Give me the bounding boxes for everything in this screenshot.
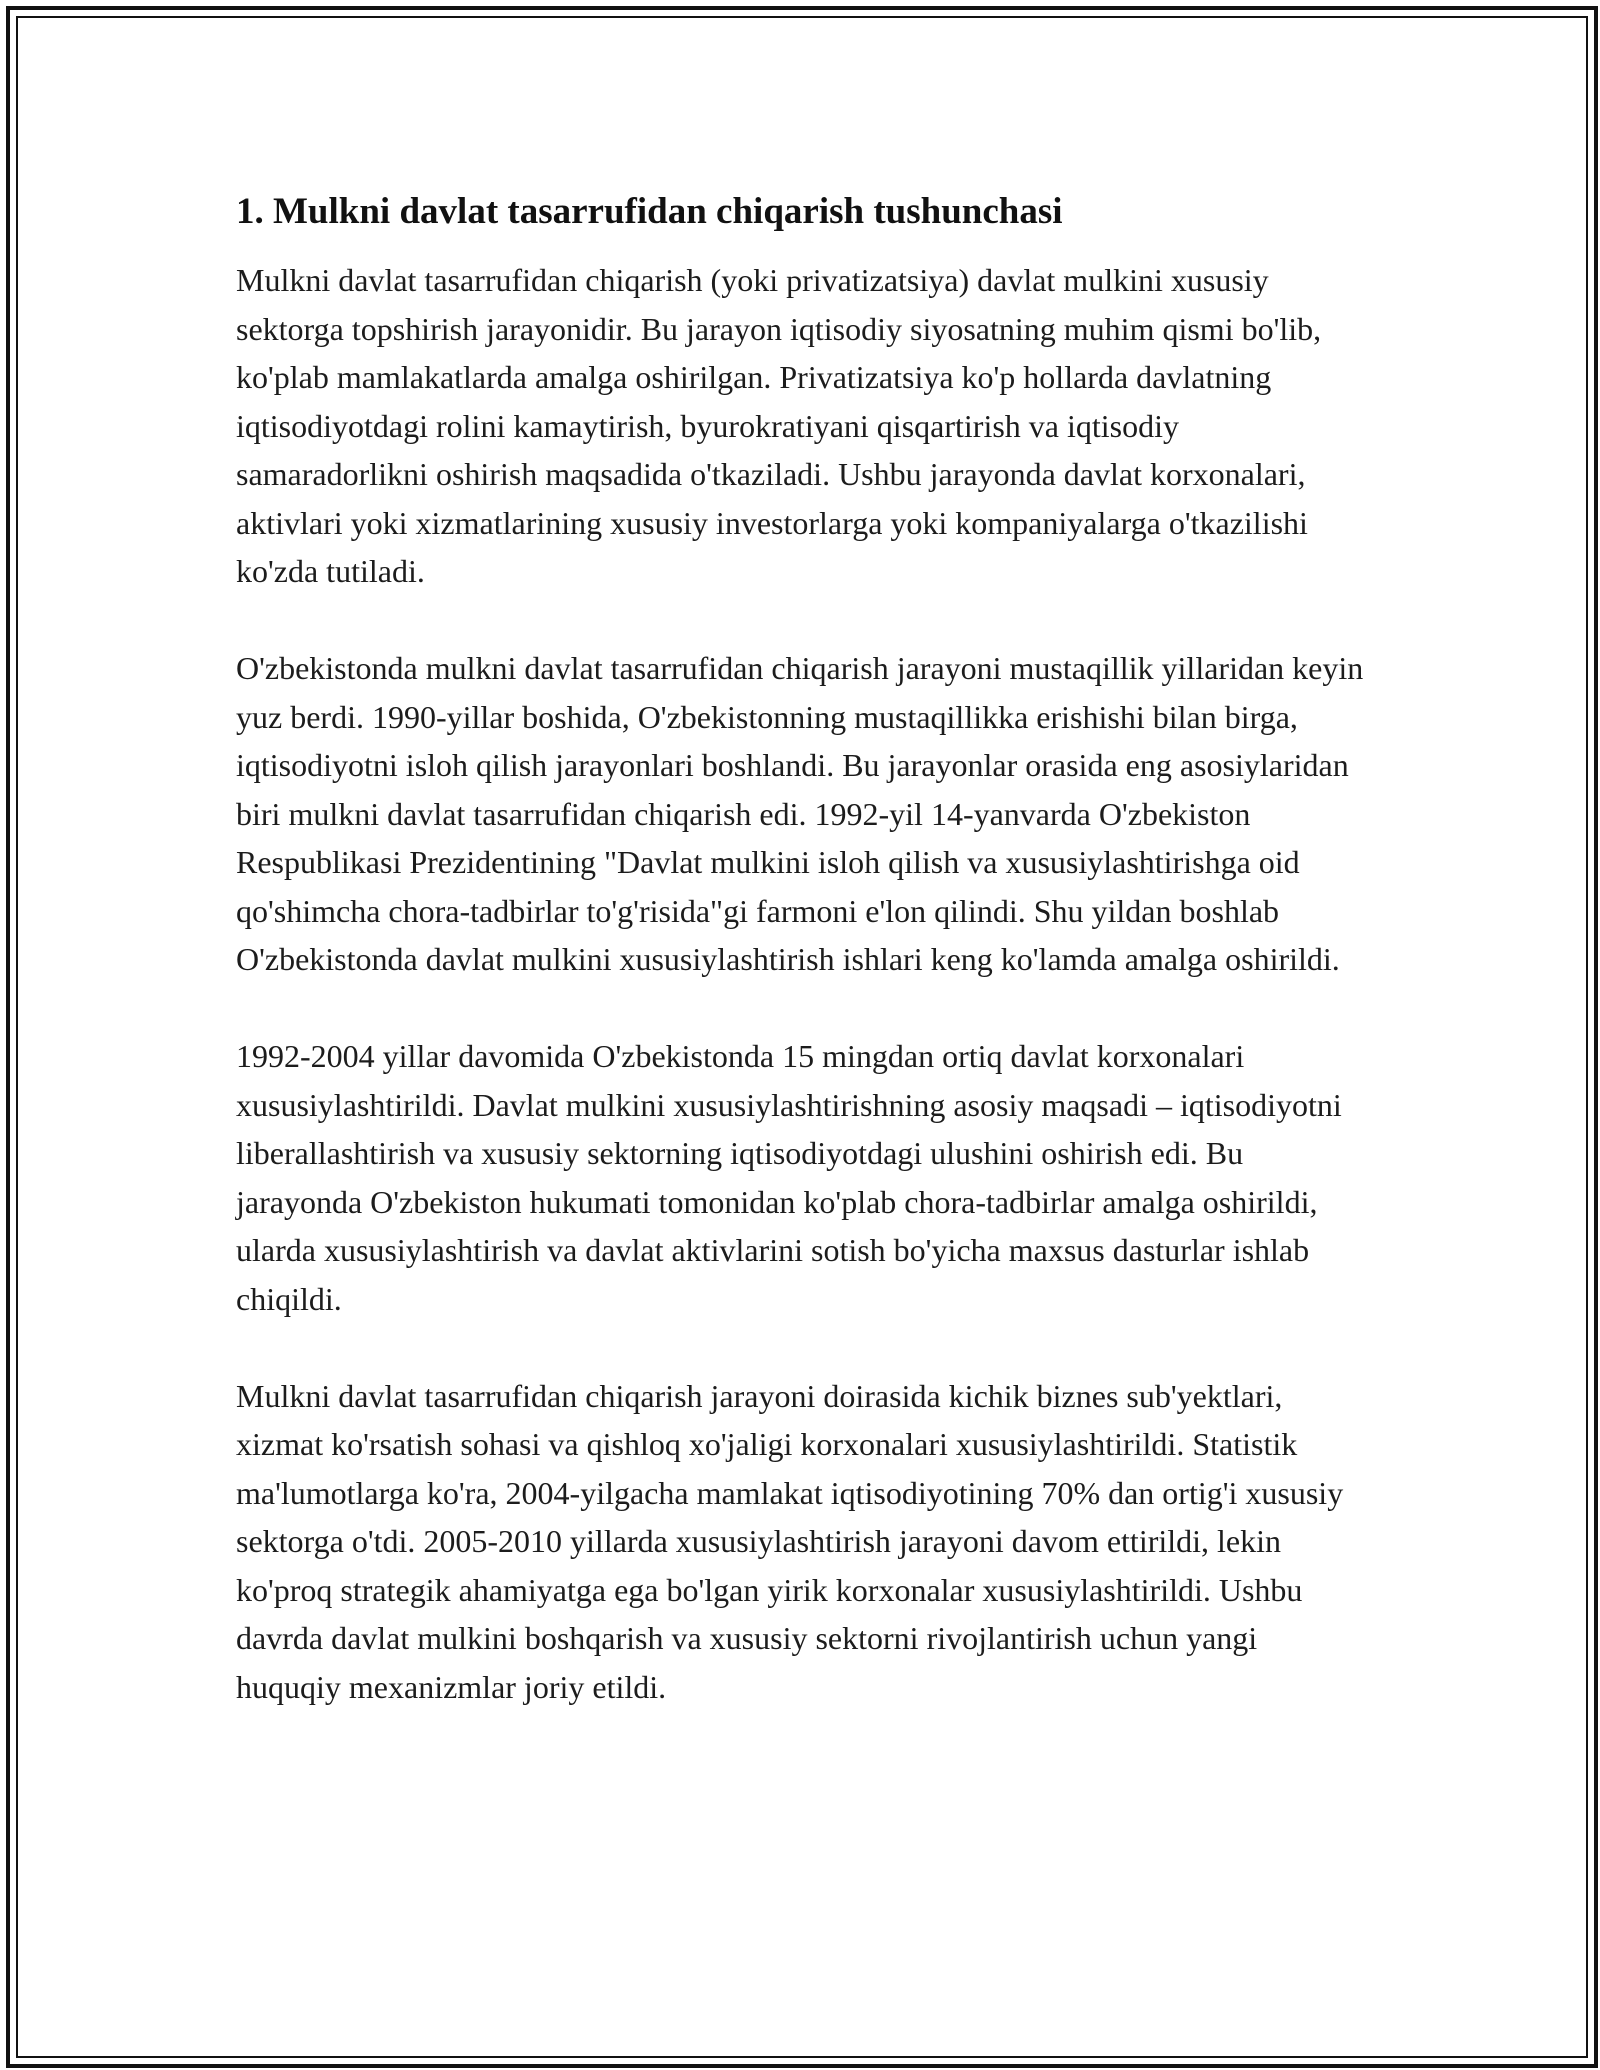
section-heading: 1. Mulkni davlat tasarrufidan chiqarish tushunchasi bbox=[236, 191, 1063, 232]
paragraph-3: 1992-2004 yillar davomida O'zbekistonda 15 mingdan ortiq davlat korxonalari xususiylashtirildi. Davlat mulkini xususiylashtirishning asosiy maqsadi – iqtisodiyotni liberallashtirish va xususiy sektorning iqtisodiyotdagi ulushini oshirish edi. Bu jarayonda O'zbekiston hukumati tomonidan ko'plab chora-tadbirlar amalga oshirildi, ularda xususiylashtirish va davlat aktivlarini sotish bo'yicha maxsus dasturlar ishlab chiqildi. bbox=[236, 1038, 1342, 1317]
paragraph-2: O'zbekistonda mulkni davlat tasarrufidan chiqarish jarayoni mustaqillik yillaridan keyin yuz berdi. 1990-yillar boshida, O'zbekistonning mustaqillikka erishishi bilan birga, iqtisodiyotni isloh qilish jarayonlari boshlandi. Bu jarayonlar orasida eng asosiylaridan biri mulkni davlat tasarrufidan chiqarish edi. 1992-yil 14-yanvarda O'zbekiston Respublikasi Prezidentining "Davlat mulkini isloh qilish va xususiylashtirishga oid qo'shimcha chora-tadbirlar to'g'risida"gi farmoni e'lon qilindi. Shu yildan boshlab O'zbekistonda davlat mulkini xususiylashtirish ishlari keng ko'lamda amalga oshirildi. bbox=[236, 650, 1364, 977]
paragraph-4: Mulkni davlat tasarrufidan chiqarish jarayoni doirasida kichik biznes sub'yektlari, xizmat ko'rsatish sohasi va qishloq xo'jaligi korxonalari xususiylashtirildi. Statistik ma'lumotlarga ko'ra, 2004-yilgacha mamlakat iqtisodiyotining 70% dan ortig'i xususiy sektorga o'tdi. 2005-2010 yillarda xususiylashtirish jarayoni davom ettirildi, lekin ko'proq strategik ahamiyatga ega bo'lgan yirik korxonalar xususiylashtirildi. Ushbu davrda davlat mulkini boshqarish va xususiy sektorni rivojlantirish uchun yangi huquqiy mexanizmlar joriy etildi. bbox=[236, 1377, 1344, 1705]
document-body bbox=[236, 188, 1366, 1760]
paragraph-1: Mulkni davlat tasarrufidan chiqarish (yoki privatizatsiya) davlat mulkini xususiy sektorga topshirish jarayonidir. Bu jarayon iqtisodiy siyosatning muhim qismi bo'lib, ko'plab mamlakatlarda amalga oshirilgan. Privatizatsiya ko'p hollarda davlatning iqtisodiyotdagi rolini kamaytirish, byurokratiyani qisqartirish va iqtisodiy samaradorlikni oshirish maqsadida o'tkaziladi. Ushbu jarayonda davlat korxonalari, aktivlari yoki xizmatlarining xususiy investorlarga yoki kompaniyalarga o'tkazilishi ko'zda tutiladi. bbox=[236, 262, 1322, 589]
